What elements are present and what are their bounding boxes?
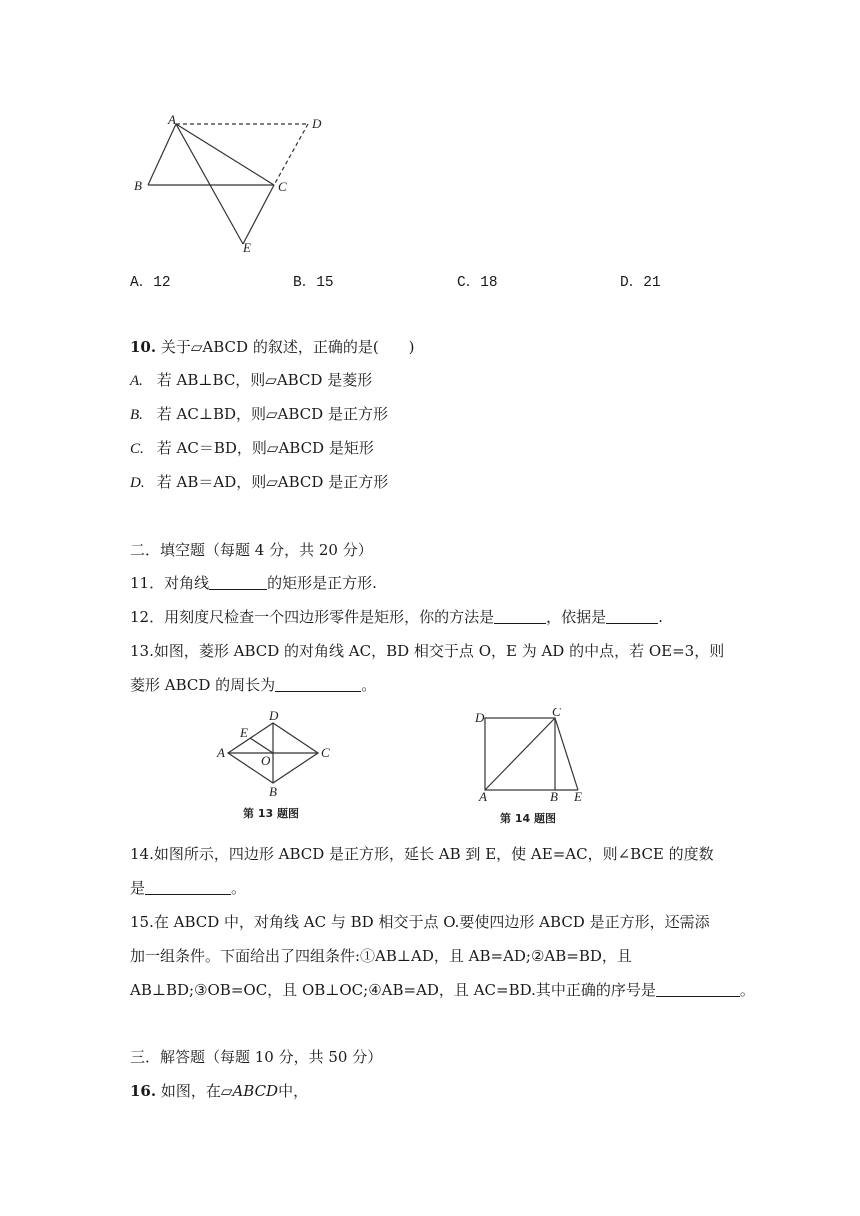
q9-option-c: C．18 (457, 275, 498, 291)
q10-option-letter: A. (130, 373, 143, 389)
point-label-b: B (134, 178, 142, 193)
segment-CE (243, 185, 274, 244)
q12-method-blank[interactable] (494, 609, 546, 624)
q15-line3 (130, 980, 755, 1000)
q15-text-before: AB⊥BD;③OB=OC，且 OB⊥OC;④AB=AD，且 AC=BD.其中正确的序号是 (130, 981, 656, 999)
fig14-label-e: E (574, 789, 582, 804)
fig13-label-c: C (321, 745, 330, 760)
q16-italic-abcd: ABCD (232, 1082, 279, 1100)
q10-option-c (130, 438, 374, 459)
q16-number: 16. (130, 1082, 157, 1100)
q13-text-after: 。 (361, 676, 377, 694)
q10-option-letter: B. (130, 407, 143, 423)
q16 (130, 1081, 308, 1101)
fig14-label-c: C (552, 708, 561, 719)
q10-option-text: 若 AB⊥BC，则▱ABCD 是菱形 (156, 371, 373, 389)
q15-text-after: 。 (739, 981, 755, 999)
q14-text-before: 是 (130, 879, 146, 897)
q9-option-a: A．12 (130, 275, 171, 291)
q16-text-before: 如图，在▱ (160, 1082, 233, 1100)
q10-number: 10. (130, 338, 157, 356)
q15-line1: 15.在 ABCD 中，对角线 AC 与 BD 相交于点 O.要使四边形 ABCD 是正方形，还需添 (130, 913, 710, 931)
fig13-label-a: A (217, 745, 225, 760)
segment-AC (176, 124, 274, 185)
q14-figure (470, 708, 600, 828)
q11-text-before: 11．对角线 (130, 574, 210, 592)
q9-figure (128, 110, 338, 260)
q14-text-after: 。 (231, 879, 247, 897)
fig13-label-b: B (269, 784, 277, 799)
segment-DC-dashed (274, 124, 308, 185)
fig13-label-o: O (261, 753, 271, 768)
q12-basis-blank[interactable] (606, 609, 658, 624)
fig14-label-b: B (550, 789, 558, 804)
q13-line2 (130, 675, 376, 695)
q10-stem-text: 关于▱ABCD 的叙述，正确的是( ) (160, 338, 415, 356)
fig14-caption: 第 14 题图 (500, 812, 556, 825)
q13-line1: 13.如图，菱形 ABCD 的对角线 AC，BD 相交于点 O，E 为 AD 的中点，若 OE=3，则 (130, 642, 725, 660)
q14-line1: 14.如图所示，四边形 ABCD 是正方形，延长 AB 到 E，使 AE=AC，则∠BCE 的度数 (130, 845, 714, 863)
q14-answer-blank[interactable] (145, 880, 231, 895)
segment-AB (148, 124, 176, 185)
q10-option-text: 若 AC⊥BD，则▱ABCD 是正方形 (156, 405, 388, 423)
q10-option-b (130, 404, 388, 425)
q11-text-after: 的矩形是正方形. (267, 574, 377, 592)
fig14-label-d: D (475, 710, 485, 725)
segment-eo (250, 738, 273, 753)
point-label-e: E (243, 240, 251, 255)
q13-figure (208, 708, 348, 828)
q11-answer-blank[interactable] (209, 575, 267, 590)
segment-ce (555, 718, 578, 790)
q9-option-d: D．21 (620, 275, 661, 291)
q13-text-before: 菱形 ABCD 的周长为 (130, 676, 276, 694)
point-label-d: D (312, 116, 322, 131)
q9-option-b: B．15 (293, 275, 334, 291)
fig13-caption: 第 13 题图 (243, 807, 299, 820)
q12-text-after: . (658, 608, 663, 626)
section2-heading: 二．填空题（每题 4 分，共 20 分） (130, 541, 373, 559)
diagonal-ac (485, 718, 555, 790)
q10-option-text: 若 AC＝BD，则▱ABCD 是矩形 (156, 439, 374, 457)
fig13-label-e: E (240, 725, 248, 740)
q10-option-text: 若 AB＝AD，则▱ABCD 是正方形 (156, 473, 389, 491)
q10-option-letter: C. (130, 441, 144, 457)
q10-option-d (130, 472, 388, 493)
q12-text-before: 12．用刻度尺检查一个四边形零件是矩形，你的方法是 (130, 608, 495, 626)
q13-answer-blank[interactable] (275, 677, 361, 692)
q16-text-after: 中， (278, 1082, 309, 1100)
section3-heading: 三．解答题（每题 10 分，共 50 分） (130, 1048, 383, 1066)
q10-stem (130, 337, 415, 357)
fig14-label-a: A (479, 789, 487, 804)
point-label-c: C (278, 179, 287, 194)
q15-line2: 加一组条件。下面给出了四组条件:①AB⊥AD，且 AB=AD;②AB=BD，且 (130, 947, 632, 965)
q11 (130, 573, 377, 593)
point-label-a: A (168, 112, 176, 127)
q12-text-middle: ，依据是 (546, 608, 607, 626)
segment-AE (176, 124, 243, 244)
fig13-label-d: D (269, 708, 279, 723)
q15-answer-blank[interactable] (656, 982, 740, 997)
q12 (130, 607, 663, 627)
q10-option-a (130, 370, 372, 391)
q10-option-letter: D. (130, 475, 145, 491)
q14-line2 (130, 878, 246, 898)
